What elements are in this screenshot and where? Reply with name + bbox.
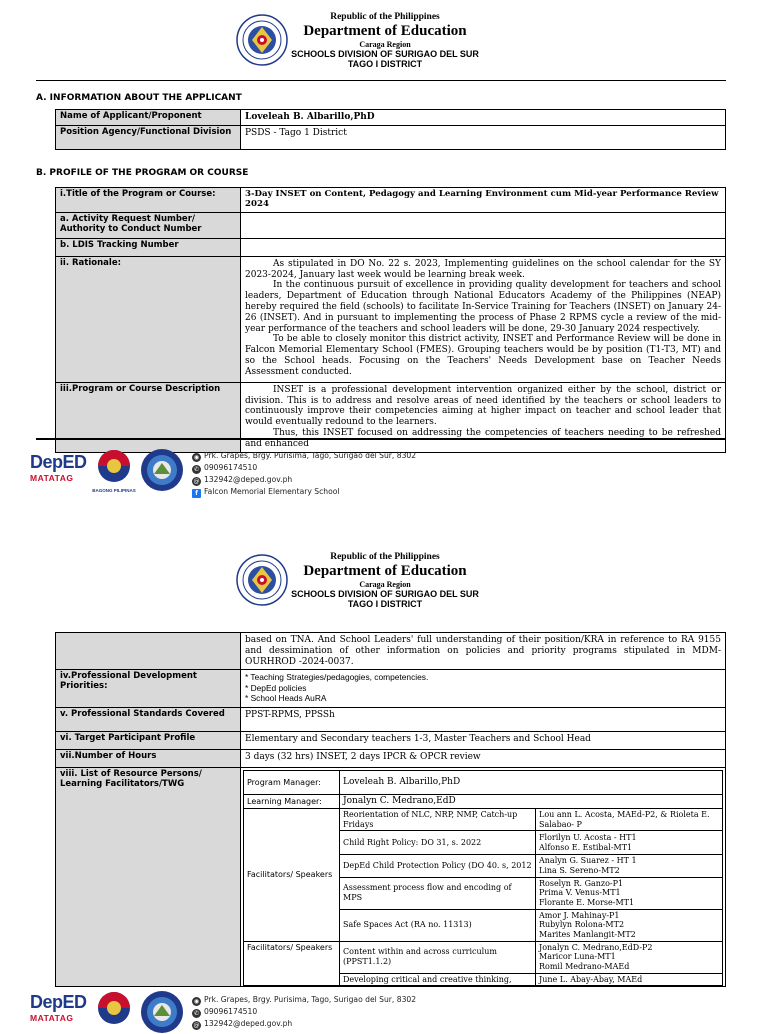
email-text: 132942@deped.gov.ph <box>204 475 293 484</box>
continuation-text: based on TNA. And School Leaders' full understanding of their position/KRA in reference to RA 9155 and dessimination of other information on policies and priority programs stipulated in MDM-OURHROD -2024-0037. <box>241 633 726 670</box>
hours-value: 3 days (32 hrs) INSET, 2 days IPCR & OPCR review <box>241 750 726 768</box>
facilitator-names: Analyn G. Suarez - HT 1 Lina S. Sereno-MT2 <box>536 855 723 877</box>
division-heading: SCHOOLS DIVISION OF SURIGAO DEL SUR <box>291 589 479 599</box>
facebook-text: Falcon Memorial Elementary School <box>204 487 340 496</box>
page-footer <box>0 988 768 1028</box>
phone-icon: ✆ <box>193 466 200 473</box>
deped-wordmark: DepED <box>30 452 87 472</box>
email-icon: @ <box>193 1022 200 1029</box>
location-pin-icon: ◉ <box>193 454 200 461</box>
phone-line <box>192 1006 416 1018</box>
phone-text: 09096174510 <box>204 463 258 472</box>
applicant-name-label: Name of Applicant/Proponent <box>56 110 241 126</box>
header-divider <box>36 80 726 81</box>
matatag-wordmark: MATATAG <box>30 1013 74 1023</box>
continuation-label-cell <box>56 633 241 670</box>
topic-cell: Safe Spaces Act (RA no. 11313) <box>340 909 536 941</box>
region-heading: Caraga Region <box>359 40 411 49</box>
address-line <box>192 450 416 462</box>
standards-label: v. Professional Standards Covered <box>56 708 241 732</box>
program-profile-continued-table <box>55 632 726 987</box>
department-heading: Department of Education <box>303 23 467 39</box>
description-paragraph: INSET is a professional development intervention organized either by the school, district or division. This is to address and resolve areas of need identified by the teachers or school leaders to continuously improve their competencies aiming at higher impact on teacher and school leader that would eventually redound to the learners. <box>245 384 721 428</box>
email-line <box>192 474 416 486</box>
facilitators-label: Facilitators/ Speakers <box>244 941 340 986</box>
ldis-label: b. LDIS Tracking Number <box>56 238 241 256</box>
activity-request-label: a. Activity Request Number/ Authority to Conduct Number <box>56 212 241 238</box>
email-line <box>192 1018 416 1030</box>
bagong-pilipinas-logo <box>92 448 136 492</box>
description-label: iii.Program or Course Description <box>56 382 241 452</box>
contact-info <box>192 450 416 498</box>
bagong-pilipinas-text: BAGONG PILIPINAS <box>92 488 136 493</box>
priorities-label: iv.Professional Development Priorities: <box>56 670 241 708</box>
deped-matatag-logo <box>30 992 88 1032</box>
resource-persons-cell <box>241 768 726 987</box>
resource-persons-table <box>243 770 723 986</box>
address-line <box>192 994 416 1006</box>
position-label: Position Agency/Functional Division <box>56 126 241 150</box>
priorities-list <box>241 670 726 708</box>
facilitator-names: Lou ann L. Acosta, MAEd-P2, & Rioleta E. Salabao- P <box>536 809 723 831</box>
topic-cell: Assessment process flow and encoding of MPS <box>340 877 536 909</box>
address-text: Prk. Grapes, Brgy. Purisima, Tago, Surigao del Sur, 8302 <box>204 451 417 460</box>
department-heading: Department of Education <box>303 563 467 579</box>
program-profile-table <box>55 187 726 453</box>
phone-text: 09096174510 <box>204 1007 258 1016</box>
district-heading: TAGO I DISTRICT <box>347 599 423 609</box>
email-icon: @ <box>193 478 200 485</box>
footer-divider <box>36 438 726 440</box>
learning-manager-label: Learning Manager: <box>244 795 340 809</box>
priority-item: * Teaching Strategies/pedagogies, competencies. <box>245 672 429 683</box>
program-title-value: 3-Day INSET on Content, Pedagogy and Learning Environment cum Mid-year Performance Review 2024 <box>241 188 726 213</box>
address-text: Prk. Grapes, Brgy. Purisima, Tago, Surigao del Sur, 8302 <box>204 995 417 1004</box>
facilitator-names: Roselyn R. Ganzo-P1 Prima V. Venus-MT1 Florante E. Morse-MT1 <box>536 877 723 909</box>
standards-value: PPST-RPMS, PPSSh <box>241 708 726 732</box>
facilitators-label: Facilitators/ Speakers <box>244 809 340 941</box>
resource-persons-label: viii. List of Resource Persons/ Learning Facilitators/TWG <box>56 768 241 987</box>
rationale-paragraph: As stipulated in DO No. 22 s. 2023, Implementing guidelines on the school calendar for the SY 2023-2024, January last week would be learning break week. <box>245 258 721 280</box>
rationale-paragraph: In the continuous pursuit of excellence in providing quality development for teachers and school leaders, Department of Education through National Educators Academy of the Philippines (NEAP) hereby required the field (schools) to facilitate In-Service Training for Teachers (INSET) on January 24-26 (INSET). And in pursuant to implementing the process of Phase 2 RPMS cycle a review of the mid-year performance of the teachers and school leaders will be done, 29-30 January 2024 respectively. <box>245 280 721 334</box>
phone-icon: ✆ <box>193 1010 200 1017</box>
program-manager-name: Loveleah B. Albarillo,PhD <box>340 771 723 795</box>
contact-info <box>192 994 416 1030</box>
document-page-1 <box>0 0 768 512</box>
applicant-table <box>55 109 726 150</box>
topic-cell: Content within and across curriculum (PPST1.1.2) <box>340 941 536 973</box>
program-manager-label: Program Manager: <box>244 771 340 795</box>
section-a-title: A. INFORMATION ABOUT THE APPLICANT <box>36 93 242 103</box>
topic-cell: Reorientation of NLC, NRP, NMP, Catch-up Fridays <box>340 809 536 831</box>
division-heading: SCHOOLS DIVISION OF SURIGAO DEL SUR <box>291 49 479 59</box>
page-footer <box>0 436 768 506</box>
facilitator-names: Amor J. Mahinay-P1 Rubylyn Rolona-MT2 Marites Manlangit-MT2 <box>536 909 723 941</box>
participants-value: Elementary and Secondary teachers 1-3, Master Teachers and School Head <box>241 732 726 750</box>
letterhead <box>0 0 768 90</box>
section-b-title: B. PROFILE OF THE PROGRAM OR COURSE <box>36 168 249 178</box>
hours-label: vii.Number of Hours <box>56 750 241 768</box>
email-text: 132942@deped.gov.ph <box>204 1019 293 1028</box>
matatag-wordmark: MATATAG <box>30 473 74 483</box>
bagong-pilipinas-icon <box>92 990 136 1026</box>
facebook-icon: f <box>192 489 201 498</box>
rationale-paragraph: To be able to closely monitor this district activity, INSET and Performance Review will be done in Falcon Memorial Elementary School (FMES). Grouping teachers would be by position (T1-T3, MT) and so the School heads. Focusing on the Teachers' Needs Development base on Teacher Needs Assessment conducted. <box>245 334 721 377</box>
republic-heading: Republic of the Philippines <box>330 552 440 562</box>
document-page-2 <box>0 540 768 1029</box>
topic-cell: Child Right Policy: DO 31, s. 2022 <box>340 831 536 855</box>
participants-label: vi. Target Participant Profile <box>56 732 241 750</box>
bagong-pilipinas-logo <box>92 990 136 1034</box>
deped-matatag-logo <box>30 452 88 492</box>
topic-cell: DepEd Child Protection Policy (DO 40. s, 2012 <box>340 855 536 877</box>
republic-heading: Republic of the Philippines <box>330 12 440 22</box>
phone-line <box>192 462 416 474</box>
facilitator-names: Jonalyn C. Medrano,EdD-P2 Maricor Luna-MT1 Romil Medrano-MAEd <box>536 941 723 973</box>
activity-request-value <box>241 212 726 238</box>
topic-cell: Developing critical and creative thinking, <box>340 973 536 986</box>
letterhead <box>0 540 768 630</box>
learning-manager-name: Jonalyn C. Medrano,EdD <box>340 795 723 809</box>
applicant-name-value: Loveleah B. Albarillo,PhD <box>241 110 726 126</box>
district-heading: TAGO I DISTRICT <box>347 59 423 69</box>
ldis-value <box>241 238 726 256</box>
rationale-text <box>241 256 726 382</box>
program-title-label: i.Title of the Program or Course: <box>56 188 241 213</box>
school-seal-icon <box>140 448 184 492</box>
bagong-pilipinas-icon <box>92 448 136 484</box>
description-paragraph: Thus, this INSET focused on addressing the competencies of teachers needing to be refreshed and enhanced <box>245 427 721 449</box>
facilitator-names: June L. Abay-Abay, MAEd <box>536 973 723 986</box>
school-seal-icon <box>140 990 184 1034</box>
rationale-label: ii. Rationale: <box>56 256 241 382</box>
facebook-line <box>192 486 416 498</box>
priority-item: * DepEd policies <box>245 682 307 693</box>
region-heading: Caraga Region <box>359 580 411 589</box>
priority-item: * School Heads AuRA <box>245 693 327 704</box>
location-pin-icon: ◉ <box>193 998 200 1005</box>
facilitator-names: Florilyn U. Acosta - HT1 Alfonso E. Estibal-MT1 <box>536 831 723 855</box>
position-value: PSDS - Tago 1 District <box>241 126 726 150</box>
deped-wordmark: DepED <box>30 992 87 1012</box>
